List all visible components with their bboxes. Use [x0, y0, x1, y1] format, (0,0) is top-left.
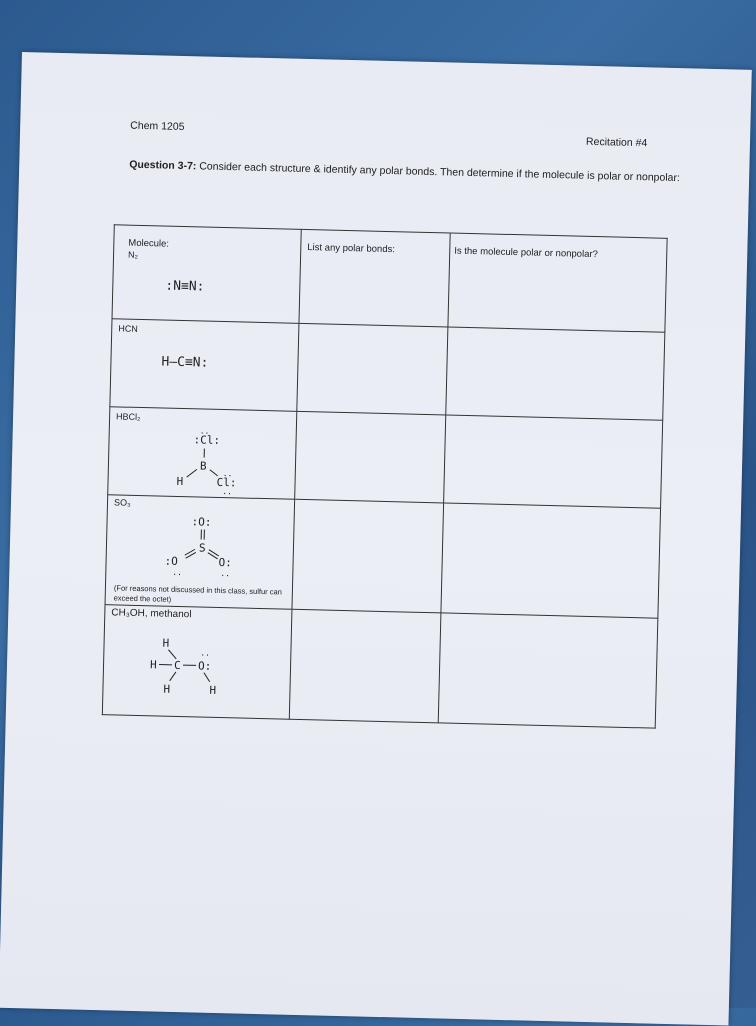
course-label: Chem 1205 — [130, 120, 185, 133]
svg-text:O:: O: — [198, 659, 212, 672]
recitation-label: Recitation #4 — [586, 136, 648, 149]
lewis-structure-hcn: H—C≡N: — [161, 355, 208, 371]
molecule-cell — [108, 407, 297, 500]
svg-text:C: C — [174, 659, 181, 672]
svg-text:..: .. — [223, 469, 233, 478]
svg-text:B: B — [200, 459, 207, 472]
svg-text:Cl:: Cl: — [216, 476, 236, 489]
polar-bonds-cell[interactable] — [295, 411, 446, 503]
molecule-name: CH₃OH, methanol — [111, 607, 191, 620]
header-molecule: Molecule: — [128, 238, 169, 250]
svg-text:..: .. — [222, 487, 232, 496]
polarity-cell[interactable] — [441, 503, 661, 618]
worksheet-page — [0, 52, 752, 1026]
question-label: Question 3-7: — [129, 159, 196, 173]
table-row — [112, 225, 667, 332]
svg-text:S: S — [199, 541, 206, 554]
question-text — [129, 158, 689, 186]
lewis-structure-hbcl2 — [152, 422, 254, 496]
polarity-cell[interactable] — [448, 233, 667, 332]
molecule-cell — [112, 225, 301, 324]
svg-text:H: H — [150, 658, 157, 671]
svg-text:..: .. — [200, 649, 210, 658]
polar-bonds-cell[interactable] — [292, 499, 444, 613]
table-row — [108, 407, 663, 508]
svg-text:H: H — [162, 637, 169, 650]
polarity-cell[interactable] — [438, 613, 658, 728]
header-polarity: Is the molecule polar or nonpolar? — [454, 246, 598, 261]
question-body: Consider each structure & identify any polar bonds. Then determine if the molecule is polar or nonpolar: — [199, 160, 680, 184]
molecule-cell — [110, 319, 299, 412]
molecule-name: N₂ — [128, 250, 138, 260]
molecule-name: HCN — [118, 323, 138, 333]
molecule-table — [102, 224, 668, 728]
polar-bonds-cell[interactable] — [299, 229, 450, 327]
polar-bonds-cell[interactable] — [297, 323, 448, 415]
svg-text::O: :O — [164, 555, 178, 568]
lewis-structure-n2: :N≡N: — [165, 279, 204, 295]
svg-text:H: H — [176, 475, 183, 488]
polar-bonds-cell[interactable] — [289, 609, 441, 723]
molecule-cell — [102, 605, 292, 720]
molecule-cell — [105, 495, 295, 610]
header-polar-bonds: List any polar bonds: — [307, 242, 395, 255]
molecule-name: SO₃ — [114, 497, 131, 507]
svg-text:..: .. — [200, 426, 210, 435]
table-row — [102, 605, 658, 728]
svg-text:..: .. — [172, 568, 182, 577]
table-row — [110, 319, 665, 420]
svg-text::Cl:: :Cl: — [193, 433, 220, 447]
svg-text::O:: :O: — [191, 515, 211, 528]
svg-text:H: H — [209, 684, 216, 697]
svg-text:..: .. — [220, 569, 230, 578]
polarity-cell[interactable] — [444, 415, 663, 508]
svg-text:O:: O: — [218, 556, 232, 569]
table-row — [105, 495, 661, 618]
octet-note: (For reasons not discussed in this class, sulfur can exceed the octet) — [114, 583, 294, 606]
polarity-cell[interactable] — [446, 327, 665, 420]
molecule-name: HBCl₂ — [116, 411, 141, 422]
lewis-structure-methanol — [147, 634, 259, 707]
lewis-structure-so3 — [146, 510, 268, 583]
svg-text:H: H — [163, 683, 170, 696]
